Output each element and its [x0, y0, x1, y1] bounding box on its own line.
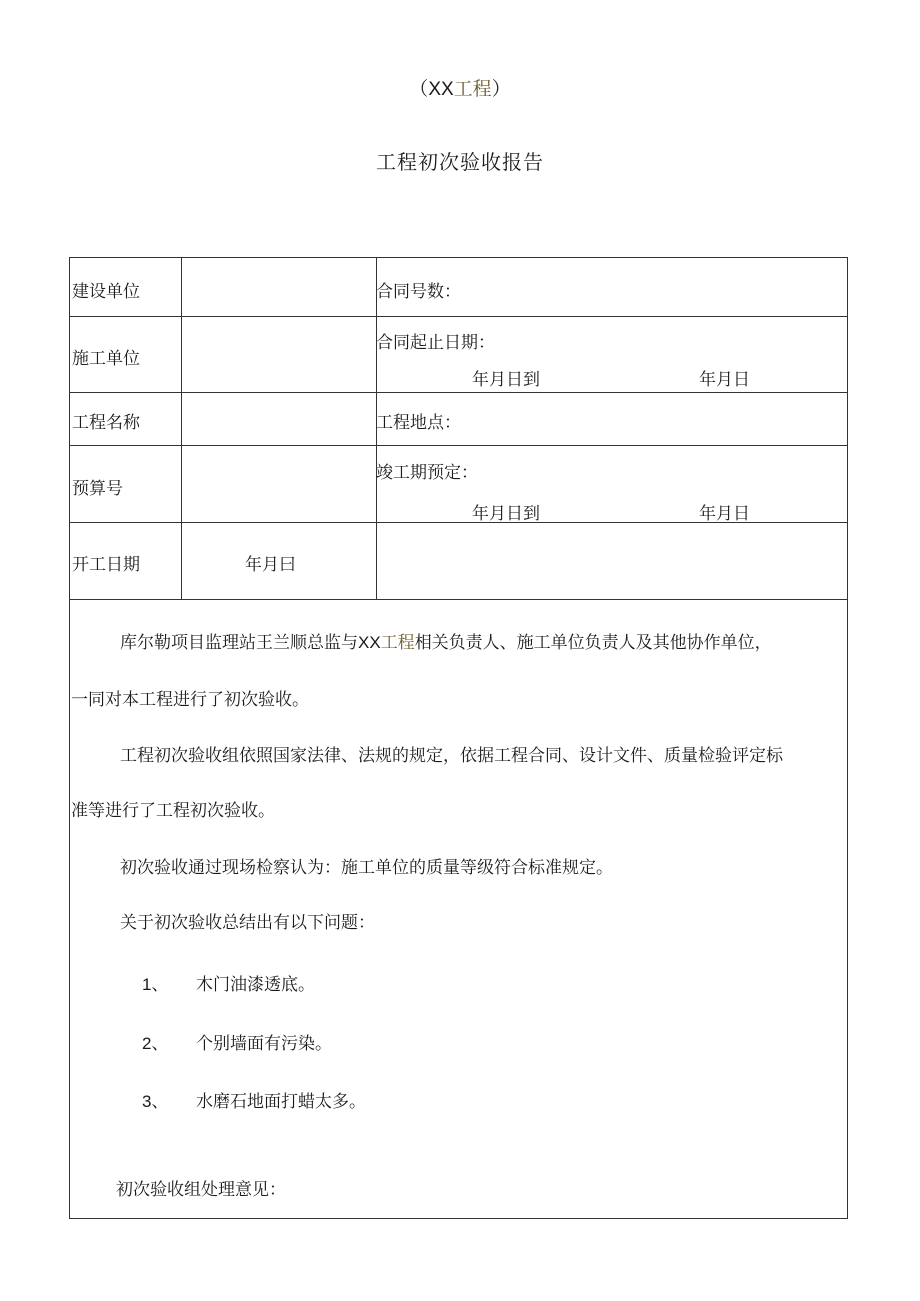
- paragraph-1-line-2: 一同对本工程进行了初次验收。: [71, 690, 309, 710]
- paragraph-4: 关于初次验收总结出有以下问题：: [120, 913, 375, 933]
- completion-date-from: 年月日到: [472, 504, 540, 524]
- p1-project-word: 工程: [380, 633, 415, 653]
- issue-text-2: 个别墙面有污染。: [196, 1034, 332, 1054]
- label-contract-number: 合同号数：: [376, 282, 461, 302]
- row-divider: [70, 316, 847, 317]
- paren-open: （: [409, 78, 429, 100]
- value-start-date: 年月曰: [245, 555, 296, 575]
- contract-date-from: 年月日到: [472, 370, 540, 390]
- issue-number: 3、: [142, 1092, 169, 1111]
- issue-number: 1、: [142, 975, 169, 994]
- issue-text-1: 木门油漆透底。: [196, 975, 315, 995]
- issue-number: 2、: [142, 1034, 169, 1053]
- report-title: 工程初次验收报告: [376, 150, 544, 174]
- p1-project-code: XX: [358, 633, 381, 652]
- label-project-name: 工程名称: [72, 413, 140, 433]
- opinion-label: 初次验收组处理意见：: [116, 1180, 286, 1200]
- paragraph-3: 初次验收通过现场检察认为：施工单位的质量等级符合标准规定。: [120, 858, 613, 878]
- contract-date-to: 年月日: [699, 370, 750, 390]
- row-divider: [70, 599, 847, 600]
- column-divider: [181, 258, 182, 599]
- issue-item-2: [142, 1029, 168, 1054]
- issue-item-1: [142, 970, 168, 995]
- row-divider: [70, 445, 847, 446]
- project-name-line: [0, 74, 920, 101]
- project-code: XX: [428, 79, 454, 100]
- row-divider: [70, 392, 847, 393]
- paragraph-1-line-1: [120, 628, 772, 653]
- p1-text-a: 库尔勒项目监理站王兰顺总监与: [120, 633, 358, 653]
- issue-text-3: 水磨石地面打蜡太多。: [196, 1092, 366, 1112]
- p1-text-b: 相关负责人、施工单位负责人及其他协作单位，: [414, 633, 772, 653]
- completion-date-to: 年月日: [699, 504, 750, 524]
- label-contractor: 施工单位: [72, 349, 140, 369]
- label-budget-number: 预算号: [72, 479, 123, 499]
- label-completion-schedule: 竣工期预定：: [376, 463, 478, 483]
- project-word: 工程: [453, 78, 492, 100]
- paragraph-2-line-1: 工程初次验收组依照国家法律、法规的规定，依据工程合同、设计文件、质量检验评定标: [120, 746, 783, 766]
- label-start-date: 开工日期: [72, 555, 140, 575]
- paragraph-2-line-2: 准等进行了工程初次验收。: [71, 801, 275, 821]
- paren-close: ）: [491, 78, 511, 100]
- issue-item-3: [142, 1087, 168, 1112]
- label-project-location: 工程地点：: [376, 413, 461, 433]
- report-table: [69, 257, 848, 1219]
- label-contract-period: 合同起止日期：: [376, 333, 495, 353]
- label-construction-unit: 建设单位: [72, 282, 140, 302]
